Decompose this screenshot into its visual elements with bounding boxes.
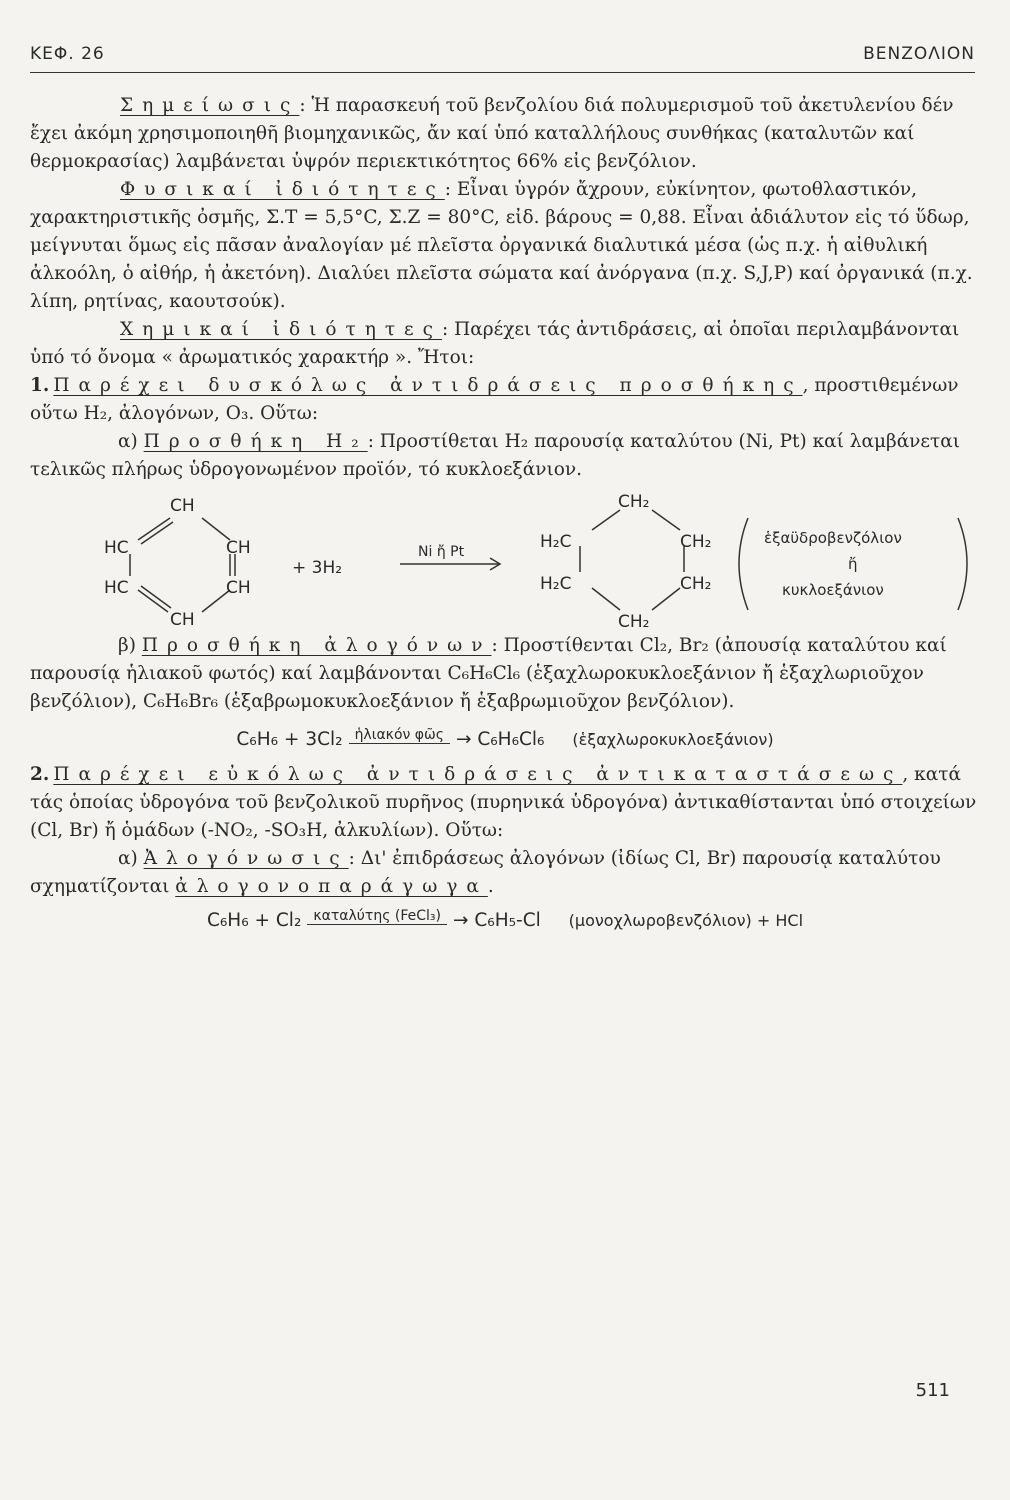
product-ch2-upper: CH₂ (680, 532, 712, 552)
product-h2c-lower: H₂C (540, 574, 572, 594)
halogenation-paragraph: α) Ἀλογόνωσις: Δι' ἐπιδράσεως ἀλογόνων (ἰδίως Cl, Br) παρουσίᾳ καταλύτου σχηματίζονται ἀλογονοπαράγωγα. (30, 848, 941, 897)
reactant-ch-bottom: CH (170, 610, 195, 630)
addition-reactions-paragraph (30, 372, 980, 428)
equation-right: C₆H₆Cl₆ (477, 729, 545, 750)
addition-reactions-label: Παρέχει δυσκόλως ἀντιδράσεις προσθήκης (53, 375, 803, 396)
catalyst-condition: Ni ἤ Pt (418, 544, 465, 560)
hydrogen-addition-paragraph (30, 428, 980, 484)
item-number: 2. (30, 764, 50, 785)
physical-properties-label: Φυσικαί ἰδιότητες (120, 179, 445, 200)
chlorination-substitution-equation: C₆H₆ + Cl₂ $^{\kappa\alpha\tau\alpha\lambda ύ\tau\eta\varsigma (FeCl_3)}$ → C₆H₅-Cl (μονοχλωροβενζόλιον) + HCl (206, 908, 804, 931)
subitem-number: α) (118, 848, 138, 869)
equation-condition: ἡλιακόν φῶς (349, 727, 450, 744)
equation-right: C₆H₅-Cl (474, 910, 541, 931)
section-title: ΒΕΝΖΟΛΙΟΝ (863, 44, 975, 64)
equation-note: (ἑξαχλωροκυκλοεξάνιον) (572, 730, 774, 749)
halogen-addition-text: : Προστίθενται Cl₂, Br₂ (ἀπουσίᾳ καταλύτου καί παρουσίᾳ ἡλιακοῦ φωτός) καί λαμβάνονται C₆H₆Cl₆ (ἑξαχλωροκυκλοεξάνιον ἤ ἑξαχλωριοῦχον βενζόλιον), C₆H₆Br₆ (ἑξαβρωμοκυκλοεξάνιον ἤ ἑξαβρωμιοῦχον βενζόλιον). (30, 635, 947, 712)
product-h2c-upper: H₂C (540, 532, 572, 552)
reactant-ch-lower: CH (226, 578, 251, 598)
equation-left: C₆H₆ + 3Cl₂ (236, 729, 343, 750)
chemical-properties-label: Χημικαί ἰδιότητες (120, 319, 443, 340)
chlorination-addition-equation: C₆H₆ + 3Cl₂ $^{ἡ\lambda\iota\alpha\kappa ό\nu \varphi ῶ\varsigma}$ → C₆H₆Cl₆ (ἑξαχλωροκυκλοεξάνιον) (236, 727, 774, 750)
body-text (30, 92, 980, 942)
halogen-derivatives-term: ἀλογονοπαράγωγα (175, 876, 488, 897)
reactant-ch-upper: CH (226, 538, 251, 558)
subitem-number: β) (118, 635, 136, 656)
product-ch2-lower: CH₂ (680, 574, 712, 594)
reactant-hc-lower: HC (104, 578, 129, 598)
hydrogen-addition-label: Προσθήκη H₂ (143, 431, 368, 452)
physical-properties-text: : Εἶναι ὑγρόν ἄχρουν, εὐκίνητον, φωτοθλαστικόν, χαρακτηριστικῆς ὀσμῆς, Σ.Τ = 5,5°C, Σ.Ζ = 80°C, εἰδ. βάρους = 0,88. Εἶναι ἀδιάλυτον εἰς τό ὕδωρ, μείγνυται ὅμως εἰς πᾶσαν ἀναλογίαν μέ πλεῖστα ὀργανικά διαλυτικά μέσα (ὡς π.χ. ἡ αἰθυλική ἀλκοόλη, ὁ αἰθήρ, ἡ ἀκετόνη). Διαλύει πλεῖστα σώματα καί ἀνόργανα (π.χ. S,J,P) καί ὀργανικά (π.χ. λίπη, ρητίνας, καουτσούκ). (30, 179, 973, 312)
item-number: 1. (30, 375, 50, 396)
header-rule (30, 72, 975, 73)
halogen-addition-paragraph (30, 632, 980, 716)
note-text: : Ἡ παρασκευή τοῦ βενζολίου διά πολυμερισμοῦ τοῦ ἀκετυλενίου δέν ἔχει ἀκόμη χρησιμοποιηθῆ βιομηχανικῶς, ἄν καί ὑπό καταλλήλους συνθήκας (καταλυτῶν καί θερμοκρασίας) λαμβάνεται ὑψρόν περιεκτικότητος 66% εἰς βενζόλιον. (30, 95, 954, 172)
chemical-properties-paragraph (30, 316, 980, 372)
product-name-1: ἑξαϋδροβενζόλιον (764, 529, 902, 547)
equation-note: (μονοχλωροβενζόλιον) + HCl (568, 911, 804, 930)
halogenation-label: Ἀλογόνωσις (143, 848, 349, 869)
equation-condition: καταλύτης (FeCl₃) (307, 908, 447, 925)
substitution-reactions-paragraph (30, 761, 980, 845)
chemical-properties-text: : Παρέχει τάς ἀντιδράσεις, αἱ ὁποῖαι περιλαμβάνονται ὑπό τό ὄνομα « ἀρωματικός χαρακτήρ ». Ἤτοι: (30, 319, 960, 368)
substitution-reactions-label: Παρέχει εὐκόλως ἀντιδράσεις ἀντικαταστάσεως (53, 764, 903, 785)
reactant-hc-upper: HC (104, 538, 129, 558)
substitution-reactions-text: , κατά τάς ὁποίας ὑδρογόνα τοῦ βενζολικοῦ πυρῆνος (πυρηνικά ὑδρογόνα) ἀντικαθίστανται ὑπό στοιχείων (Cl, Br) ἤ ὁμάδων (-NO₂, -SO₃H, ἀλκυλίων). Οὕτω: (30, 764, 977, 841)
product-ch2-bottom: CH₂ (618, 612, 650, 632)
product-name-2: κυκλοεξάνιον (782, 581, 884, 599)
hydrogenation-scheme (30, 488, 980, 632)
physical-properties-paragraph (30, 176, 980, 316)
note-paragraph (30, 92, 980, 176)
page-number: 511 (915, 1380, 950, 1401)
halogenation-text: : Δι' ἐπιδράσεως ἀλογόνων (ἰδίως Cl, Br) παρουσίᾳ καταλύτου σχηματίζονται (30, 848, 941, 897)
running-header (30, 44, 975, 64)
reagent-hydrogen: + 3H₂ (292, 558, 343, 578)
chapter-label: ΚΕΦ. 26 (30, 44, 105, 64)
hydrogen-addition-text: : Προστίθεται H₂ παρουσίᾳ καταλύτου (Ni, Pt) καί λαμβάνεται τελικῶς πλήρως ὑδρογονωμένον προϊόν, τό κυκλοεξάνιον. (30, 431, 960, 480)
product-ch2-top: CH₂ (618, 492, 650, 512)
subitem-number: α) (118, 431, 138, 452)
halogen-addition-label: Προσθήκη ἀλογόνων (141, 635, 492, 656)
note-label: Σημείωσις (120, 95, 300, 116)
addition-reactions-text: , προστιθεμένων οὕτω H₂, ἀλογόνων, O₃. Οὕτω: (30, 375, 959, 424)
product-name-or: ἤ (848, 555, 858, 573)
equation-left: C₆H₆ + Cl₂ (206, 910, 302, 931)
reactant-ch-top: CH (170, 496, 195, 516)
